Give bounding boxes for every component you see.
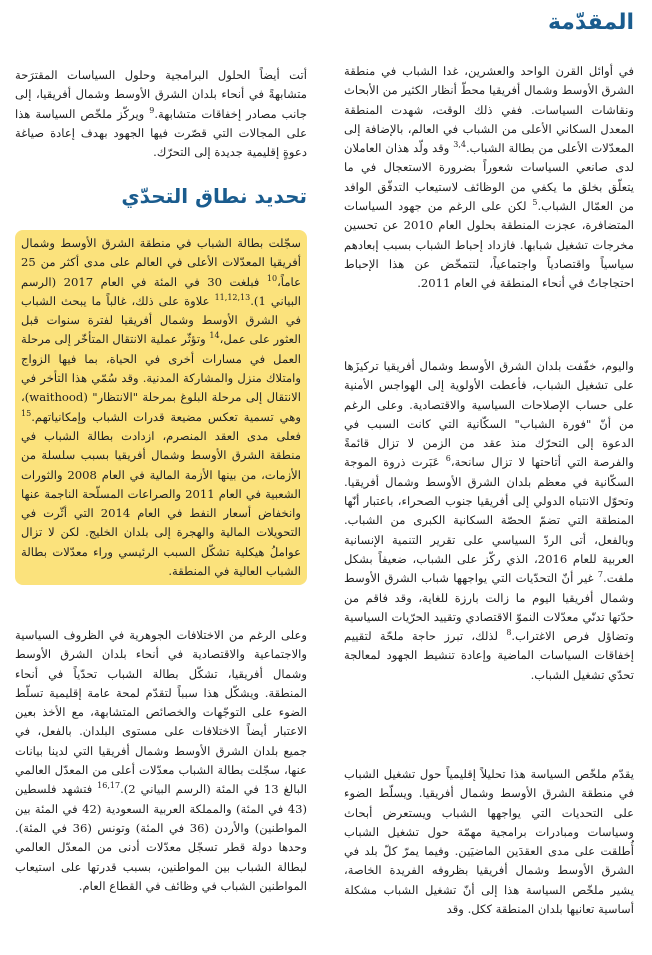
paragraph-text: لكن على الرغم من جهود السياسات المتضافرة، عجزت المنطقة بحلول العام 2010 عن تحسين مخرجات تشغيل شبابها. فازداد إحباط الشباب بسبب إبعادهم سياسياً واقتصادياً واجتماعياً، لتتمخّض عن هذا الإحباط احتجاجاتٌ في أنحاء المنطقة في العام 2011. bbox=[344, 199, 634, 291]
paragraph-text: فعلى مدى العقد المنصرم، ازدادت بطالة الشباب في منطقة الشرق الأوسط وشمال أفريقيا بسبب سلسلة من الأزمات، من بينها الأزمة المالية في العام 2008 والثورات الشعبية في العام 2011 والصراعات المسلّحة الناجمة عنها وانخفاض أسعار النفط في العام 2014 التي أثّرت في التحويلات المالية والهجرة إلى بلدان الخليج. لكن لا تزال عواملُ هيكلية تشكّل السبب الرئيسي وراء معدّلات بطالة الشباب العالية في المنطقة. bbox=[21, 428, 301, 579]
paragraph-text: فتشهد فلسطين (43 في المئة) والمملكة العربية السعودية (42 في المئة بين المواطنين) والأردن (36 في المئة) وتونس (36 في المئة). وحدها دولة قطر تسجّل معدّلات أدنى من المعدّل العالمي لبطالة الشباب بين المواطنين، بسبب قدرتها على استيعاب المواطنين الشباب في وظائف في القطاع العام. bbox=[15, 782, 307, 893]
paragraph-text: عَبَرت ذروة الموجة السكّانية في معظم بلدان الشرق الأوسط وشمال أفريقيا. وتحوّل الانتباه الدولي إلى أفريقيا جنوب الصحراء، باعتبار أنّها المنطقة التي تضمّ الحصّة السكانية الكبرى من الشباب. وبالفعل، أتى الردّ السياسي على تقرير التنمية الإنسانية العربية للعام 2016، الذي ركّز على الشباب، ضعيفاً بشكل ملفت. bbox=[344, 455, 634, 586]
paragraph-text: أتت أيضاً الحلول البرامجية وحلول السياسات المقترَحة متشابهةً في أنحاء بلدان الشرق الأوسط وشمال أفريقيا، إلى جانب مصادر إخفاقات متشابهة. bbox=[15, 68, 307, 121]
footnote-ref[interactable]: 5 bbox=[532, 198, 538, 208]
footnote-ref[interactable]: 3,4 bbox=[453, 140, 466, 150]
paragraph-text: وعلى الرغم من الاختلافات الجوهرية في الظروف السياسية والاجتماعية والاقتصادية في أنحاء بلدان الشرق الأوسط وشمال أفريقيا، تشكّل بطالة الشباب تحدّياً في أنحاء المنطقة. ويشكّل هذا سبباً لتقدّم لمحة عامة إقليمية تسلّط الضوء على التوجّهات والخصائص المتشابهة، مع الأخذ بعين الاعتبار أيضاً الاختلافات على مستوى البلدان. بالفعل، في جميع بلدان الشرق الأوسط وشمال أفريقيا التي لدينا بيانات عنها، سجّلت بطالة الشباب معدّلات أعلى من المعدّل العالمي البالغ 13 في المئة (الرسم البياني 2). bbox=[15, 628, 307, 797]
paragraph-text: فبلغت 30 في المئة في العام 2017 (الرسم البياني 1). bbox=[21, 274, 301, 308]
paragraph-text: واليوم، خفّفت بلدان الشرق الأوسط وشمال أفريقيا تركيزَها على تشغيل الشباب، فأعطت الأولوية إلى الهواجس الأمنية على حساب الإصلاحات السياسية والاقتصادية. وعلى الرغم من أنّ "فورة الشباب" السكّانية التي كانت السبب في الدعوة إلى التحرّك منذ عقد من الزمن لا تزال قائمةً والفرصة التي أتاحتها لا تزال سانحة، bbox=[344, 359, 635, 470]
paragraph-text: وقد ولّد هذان العاملان لدى صانعي السياسات شعوراً بضرورة الاستعجال في ما يتعلّق بخلق ما يكفي من الوظائف لاستيعاب التدفّق الوافد من العمّال الشباب. bbox=[344, 141, 634, 214]
paragraph-text: غير أنّ التحدّيات التي يواجهها شباب الشرق الأوسط وشمال أفريقيا اليوم ما زالت بارزة للغاية، وقد فاقم من حدّتها تدنّي معدّلات النموّ الاقتصادي وتقييد الحرّيات السياسية وتضاؤل فرص الاغتراب. bbox=[344, 571, 635, 644]
challenge-paragraph bbox=[15, 626, 307, 896]
section-title: المقدّمة bbox=[547, 10, 634, 35]
paragraph-text: في أوائل القرن الواحد والعشرين، غدا الشباب في منطقة الشرق الأوسط وشمال أفريقيا محطّ أنظار الكثير من الأبحاث ونقاشات السياسات. ففي ذلك الوقت، شهدت المنطقة المعدل السكاني الأعلى من الشباب في العالم، بالإضافة إلى المعدّلات الأعلى من بطالة الشباب. bbox=[344, 64, 634, 156]
footnote-ref[interactable]: 8 bbox=[506, 628, 512, 638]
footnote-ref[interactable]: 10 bbox=[266, 273, 278, 283]
intro-paragraph-4 bbox=[15, 66, 307, 162]
footnote-ref[interactable]: 11,12,13 bbox=[214, 293, 251, 303]
footnote-ref[interactable]: 16,17 bbox=[97, 781, 121, 791]
paragraph-text: يقدّم ملخّص السياسة هذا تحليلاً إقليمياً حول تشغيل الشباب في منطقة الشرق الأوسط وشمال أفريقيا. ويسلّط الضوء على التحديات التي يواجهها الشباب ويستعرض أبحاث وسياسات ومبادرات برامجية مهمّة حول تشغيل الشباب أُطلقت على مدى العقدَين الماضيَين. وفيما يمرّ كلّ بلد في الشرق الأوسط وشمال أفريقيا بظروفه الفريدة الخاصة، يشير ملخّص السياسة هذا إلى أنّ تشغيل الشباب مشكلة أساسية تعانيها بلدان المنطقة ككل. وقد bbox=[344, 767, 634, 917]
footnote-ref[interactable]: 14 bbox=[209, 331, 220, 341]
paragraph-text: علاوة على ذلك، غالباً ما يبحث الشباب في الشرق الأوسط وشمال أفريقيا لفترة سنوات قبل العثور على عمل، bbox=[21, 293, 301, 347]
paragraph-text: سجّلت بطالة الشباب في منطقة الشرق الأوسط وشمال أفريقيا المعدّلات الأعلى في العالم على مدى أكثر من 25 عاماً، bbox=[21, 236, 301, 289]
paragraph-text: ويركّز ملخّص السياسة هذا على المجالات التي قصّرت فيها الجهود بهدف إعادة صياغة دعوةٍ إقليمية جديدة إلى التحرّك. bbox=[15, 106, 307, 160]
paragraph-text: لذلك، تبرز حاجة ملحّة لتقييم إخفاقات السياسات الماضية وإعادة تنشيط الجهود لمعالجة تحدّي تشغيل الشباب. bbox=[344, 629, 634, 682]
footnote-ref[interactable]: 15 bbox=[21, 408, 32, 418]
intro-paragraph-3 bbox=[344, 765, 634, 919]
footnote-ref[interactable]: 6 bbox=[445, 454, 451, 464]
footnote-ref[interactable]: 9 bbox=[149, 105, 155, 115]
intro-paragraph-2 bbox=[344, 357, 634, 685]
footnote-ref[interactable]: 7 bbox=[597, 570, 604, 580]
paragraph-text: وتؤثّر عملية الانتقال المتأخّر إلى مرحلة العمل في مسارات أخرى في الحياة، بما فيها الزواج وامتلاك منزل والمشاركة المدنية. وقد سُمّي هذا التأخر في الانتقال إلى مرحلة البلوغ بمرحلة "الانتظار" (waithood)، وهي تسمية تعكس مضيعة قدرات الشباب وإمكانياتهم. bbox=[21, 332, 301, 424]
subsection-title: تحديد نطاق التحدّي bbox=[121, 184, 307, 208]
highlight-box bbox=[15, 230, 307, 585]
intro-paragraph-1 bbox=[344, 62, 634, 294]
